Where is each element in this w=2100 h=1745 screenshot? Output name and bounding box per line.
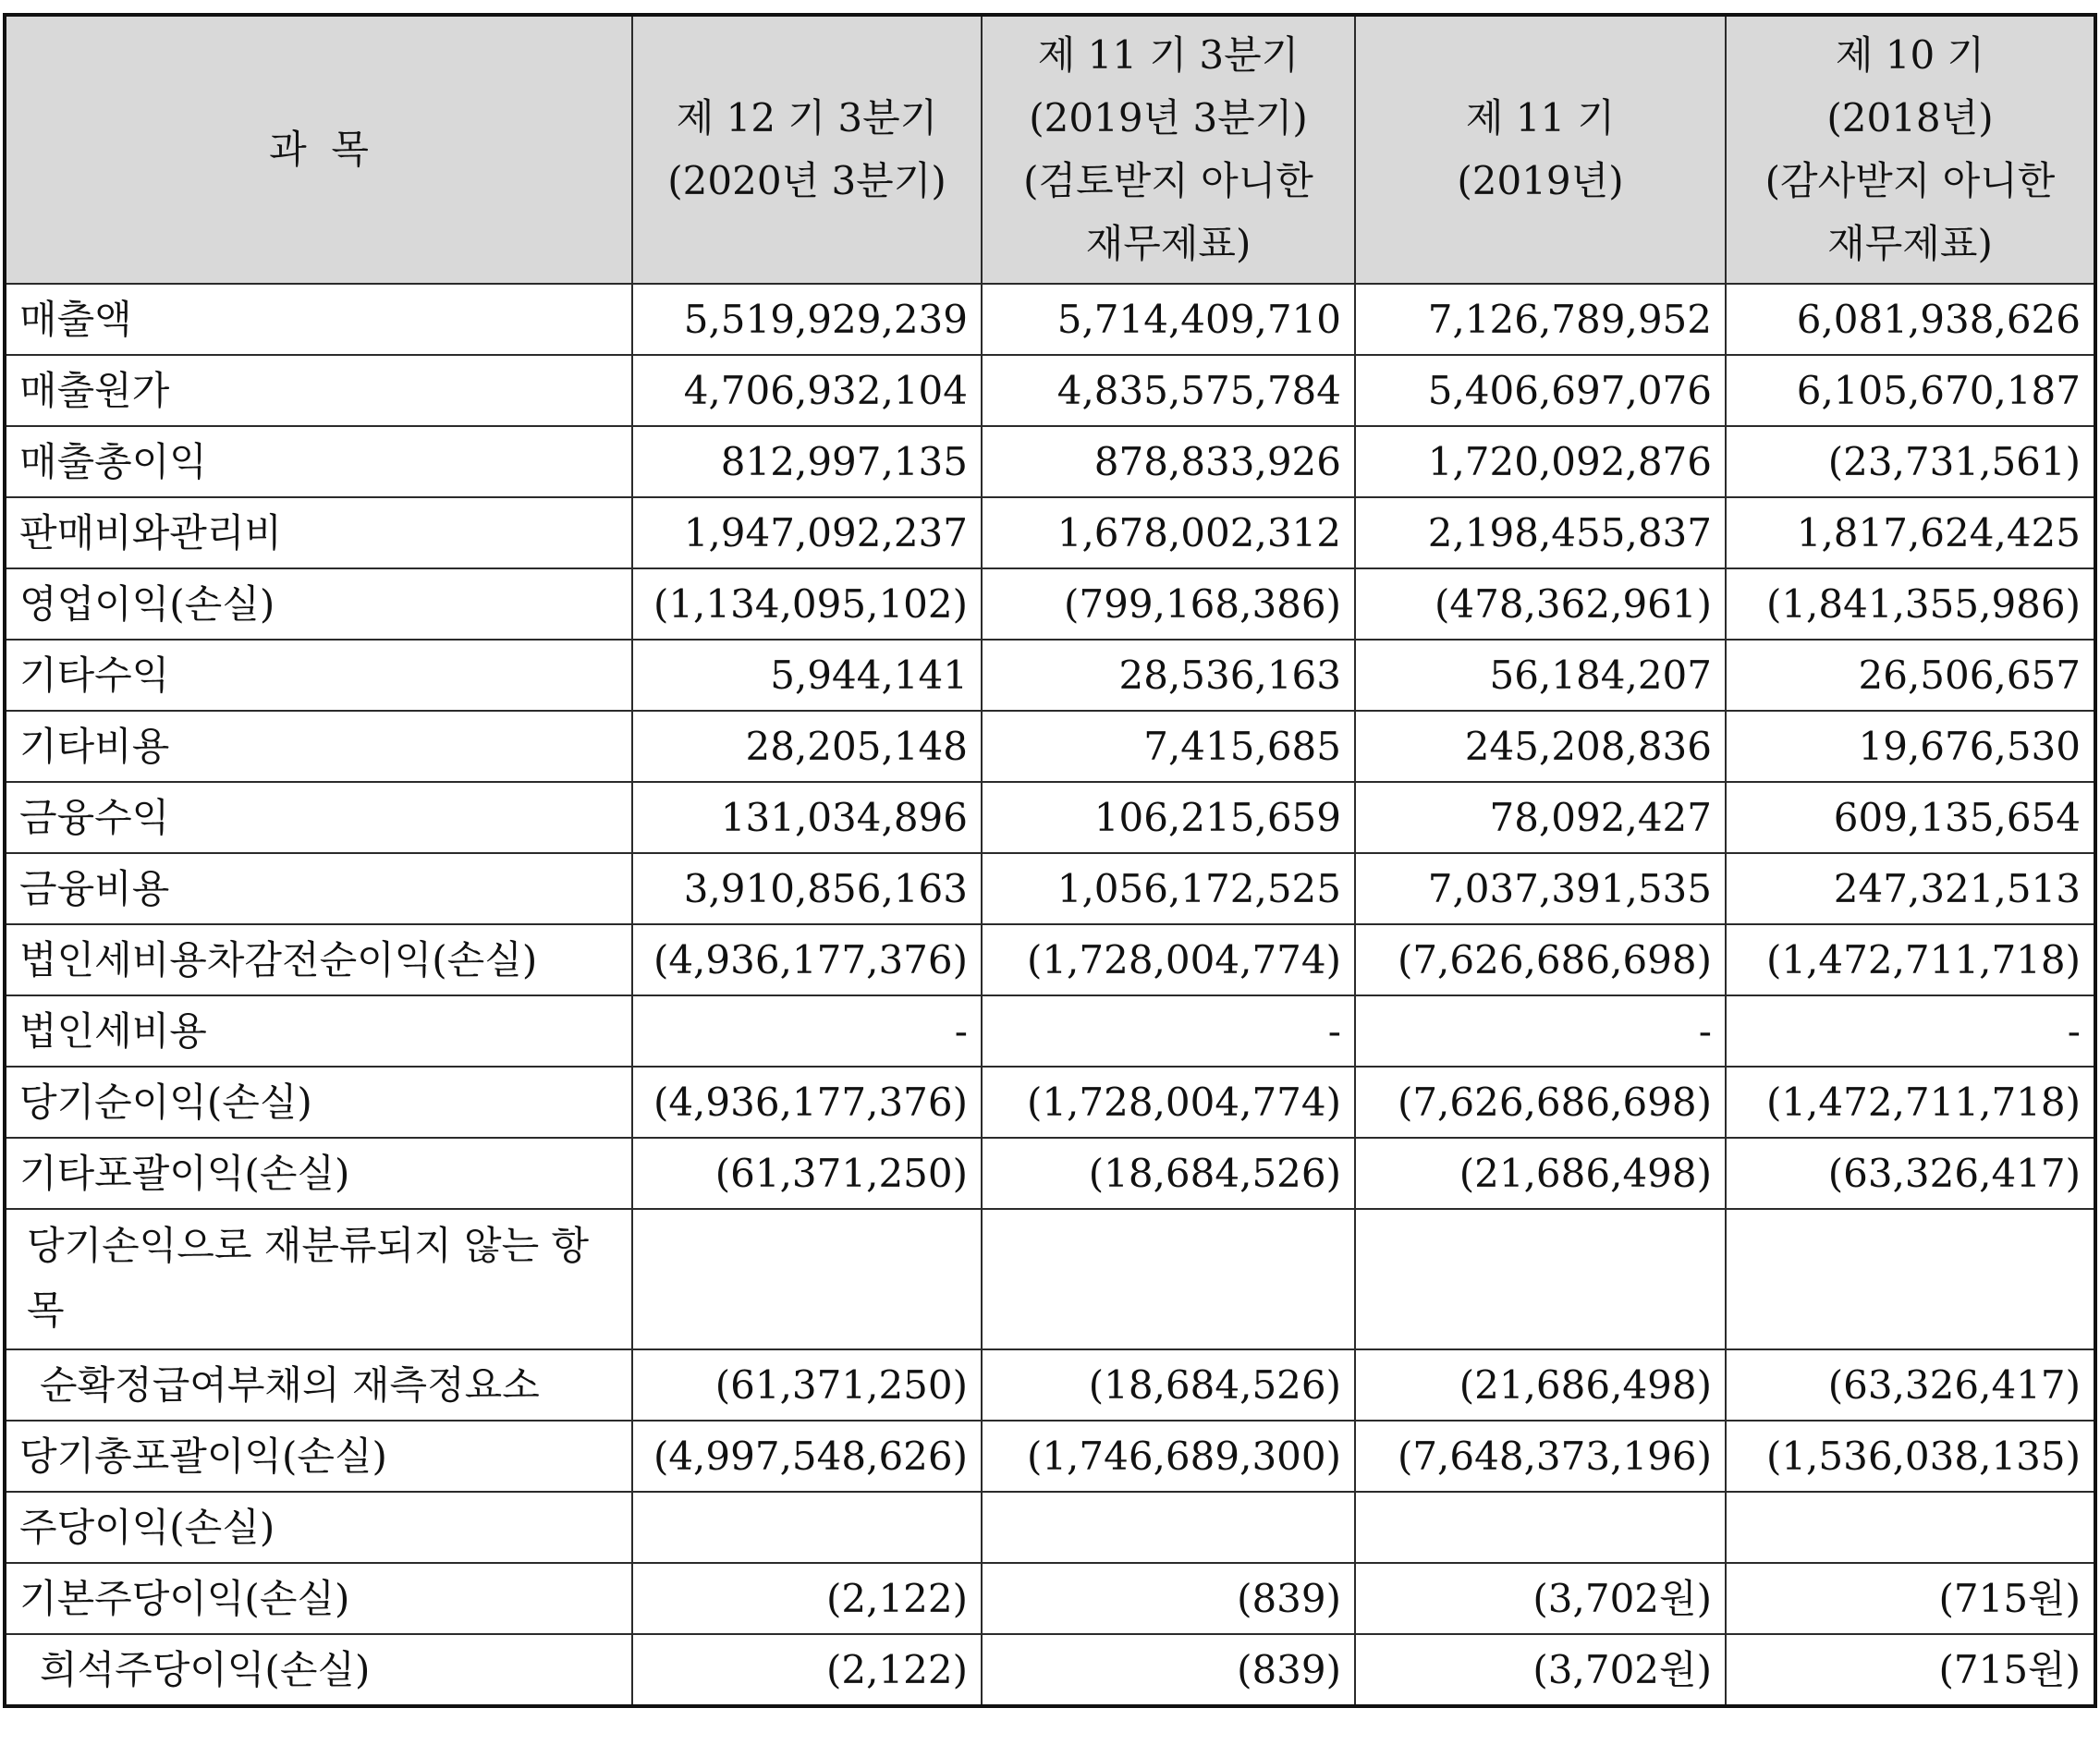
income-statement-table: [3, 13, 2097, 1708]
cell-value: (1,472,711,718): [1726, 1067, 2095, 1138]
cell-value: (4,936,177,376): [632, 1067, 982, 1138]
cell-value: 1,817,624,425: [1726, 497, 2095, 568]
cell-value: -: [1355, 995, 1726, 1067]
table-row: [5, 782, 2095, 853]
table-row: [5, 1209, 2095, 1349]
table-row: [5, 853, 2095, 924]
row-label: 당기순이익(손실): [5, 1067, 632, 1138]
cell-value: 609,135,654: [1726, 782, 2095, 853]
column-header-line: (감사받지 아니한: [1764, 158, 2056, 203]
cell-value: 6,105,670,187: [1726, 355, 2095, 426]
cell-value: (3,702원): [1355, 1563, 1726, 1634]
cell-value: [1355, 1492, 1726, 1563]
cell-value: 878,833,926: [982, 426, 1355, 497]
cell-value: [1726, 1209, 2095, 1349]
cell-value: 19,676,530: [1726, 711, 2095, 782]
cell-value: (1,472,711,718): [1726, 924, 2095, 995]
cell-value: (61,371,250): [632, 1349, 982, 1421]
cell-value: 28,205,148: [632, 711, 982, 782]
cell-value: (799,168,386): [982, 568, 1355, 640]
table-row: [5, 568, 2095, 640]
column-header-fy2019: [1355, 15, 1726, 284]
cell-value: (715원): [1726, 1634, 2095, 1706]
cell-value: 7,037,391,535: [1355, 853, 1726, 924]
column-header-line: 제 12 기 3분기: [676, 95, 938, 140]
cell-value: (1,841,355,986): [1726, 568, 2095, 640]
table-row: [5, 1138, 2095, 1209]
row-label: 희석주당이익(손실): [5, 1634, 632, 1706]
table-row: [5, 711, 2095, 782]
row-label: 기타포괄이익(손실): [5, 1138, 632, 1209]
table-row: [5, 640, 2095, 711]
cell-value: 7,415,685: [982, 711, 1355, 782]
cell-value: [982, 1492, 1355, 1563]
cell-value: -: [1726, 995, 2095, 1067]
cell-value: (1,134,095,102): [632, 568, 982, 640]
cell-value: 1,720,092,876: [1355, 426, 1726, 497]
table-row: [5, 497, 2095, 568]
row-label: 순확정급여부채의 재측정요소: [5, 1349, 632, 1421]
cell-value: -: [632, 995, 982, 1067]
column-header-fy2018: [1726, 15, 2095, 284]
column-header-q3-2020: [632, 15, 982, 284]
cell-value: (3,702원): [1355, 1634, 1726, 1706]
cell-value: 78,092,427: [1355, 782, 1726, 853]
cell-value: 7,126,789,952: [1355, 284, 1726, 355]
cell-value: (839): [982, 1563, 1355, 1634]
row-label: 주당이익(손실): [5, 1492, 632, 1563]
cell-value: (1,536,038,135): [1726, 1421, 2095, 1492]
table-row: [5, 924, 2095, 995]
cell-value: (2,122): [632, 1634, 982, 1706]
cell-value: 6,081,938,626: [1726, 284, 2095, 355]
cell-value: 5,406,697,076: [1355, 355, 1726, 426]
cell-value: 131,034,896: [632, 782, 982, 853]
row-label: 기타수익: [5, 640, 632, 711]
cell-value: [632, 1492, 982, 1563]
cell-value: 1,947,092,237: [632, 497, 982, 568]
row-label: 금융수익: [5, 782, 632, 853]
cell-value: 3,910,856,163: [632, 853, 982, 924]
column-header-line: 제 11 기 3분기: [1037, 32, 1300, 78]
header-row: [5, 15, 2095, 284]
cell-value: 5,519,929,239: [632, 284, 982, 355]
cell-value: (7,626,686,698): [1355, 924, 1726, 995]
cell-value: (21,686,498): [1355, 1138, 1726, 1209]
cell-value: (7,626,686,698): [1355, 1067, 1726, 1138]
table-row: [5, 1563, 2095, 1634]
cell-value: [982, 1209, 1355, 1349]
row-label: 매출총이익: [5, 426, 632, 497]
cell-value: (18,684,526): [982, 1138, 1355, 1209]
cell-value: 106,215,659: [982, 782, 1355, 853]
table-row: [5, 1634, 2095, 1706]
row-label: 기타비용: [5, 711, 632, 782]
row-label: 기본주당이익(손실): [5, 1563, 632, 1634]
row-label: 매출원가: [5, 355, 632, 426]
row-label: 당기손익으로 재분류되지 않는 항목: [5, 1209, 632, 1349]
column-header-line: (2018년): [1826, 95, 1994, 140]
column-header-q3-2019: [982, 15, 1355, 284]
cell-value: (7,648,373,196): [1355, 1421, 1726, 1492]
subject-header: [5, 15, 632, 284]
cell-value: 812,997,135: [632, 426, 982, 497]
row-label: 법인세비용차감전순이익(손실): [5, 924, 632, 995]
cell-value: 26,506,657: [1726, 640, 2095, 711]
cell-value: 5,944,141: [632, 640, 982, 711]
cell-value: (715원): [1726, 1563, 2095, 1634]
row-label: 금융비용: [5, 853, 632, 924]
cell-value: (1,728,004,774): [982, 1067, 1355, 1138]
cell-value: (18,684,526): [982, 1349, 1355, 1421]
cell-value: 5,714,409,710: [982, 284, 1355, 355]
column-header-line: 제 11 기: [1465, 95, 1616, 140]
table-row: [5, 1492, 2095, 1563]
column-header-line: (검토받지 아니한: [1023, 158, 1313, 203]
table-row: [5, 355, 2095, 426]
row-label: 매출액: [5, 284, 632, 355]
subject-header-text: 과 목: [269, 127, 369, 172]
table-row: [5, 1421, 2095, 1492]
column-header-line: 재무제표): [1827, 221, 1993, 266]
cell-value: [1355, 1209, 1726, 1349]
row-label: 당기총포괄이익(손실): [5, 1421, 632, 1492]
cell-value: 56,184,207: [1355, 640, 1726, 711]
cell-value: (1,728,004,774): [982, 924, 1355, 995]
column-header-line: (2019년 3분기): [1029, 95, 1308, 140]
cell-value: (23,731,561): [1726, 426, 2095, 497]
row-label: 법인세비용: [5, 995, 632, 1067]
table-row: [5, 995, 2095, 1067]
table-row: [5, 426, 2095, 497]
cell-value: 28,536,163: [982, 640, 1355, 711]
cell-value: (61,371,250): [632, 1138, 982, 1209]
cell-value: (2,122): [632, 1563, 982, 1634]
column-header-line: (2019년): [1457, 158, 1624, 203]
column-header-line: (2020년 3분기): [667, 158, 946, 203]
cell-value: (63,326,417): [1726, 1138, 2095, 1209]
table-row: [5, 284, 2095, 355]
column-header-line: 재무제표): [1085, 221, 1251, 266]
cell-value: [1726, 1492, 2095, 1563]
table-row: [5, 1067, 2095, 1138]
cell-value: (4,936,177,376): [632, 924, 982, 995]
cell-value: 4,835,575,784: [982, 355, 1355, 426]
cell-value: 2,198,455,837: [1355, 497, 1726, 568]
cell-value: (21,686,498): [1355, 1349, 1726, 1421]
cell-value: (1,746,689,300): [982, 1421, 1355, 1492]
cell-value: 247,321,513: [1726, 853, 2095, 924]
cell-value: (839): [982, 1634, 1355, 1706]
cell-value: 245,208,836: [1355, 711, 1726, 782]
cell-value: 4,706,932,104: [632, 355, 982, 426]
table-row: [5, 1349, 2095, 1421]
cell-value: [632, 1209, 982, 1349]
cell-value: (63,326,417): [1726, 1349, 2095, 1421]
cell-value: 1,678,002,312: [982, 497, 1355, 568]
cell-value: (4,997,548,626): [632, 1421, 982, 1492]
column-header-line: 제 10 기: [1835, 32, 1985, 78]
row-label: 영업이익(손실): [5, 568, 632, 640]
cell-value: -: [982, 995, 1355, 1067]
cell-value: 1,056,172,525: [982, 853, 1355, 924]
row-label: 판매비와관리비: [5, 497, 632, 568]
cell-value: (478,362,961): [1355, 568, 1726, 640]
